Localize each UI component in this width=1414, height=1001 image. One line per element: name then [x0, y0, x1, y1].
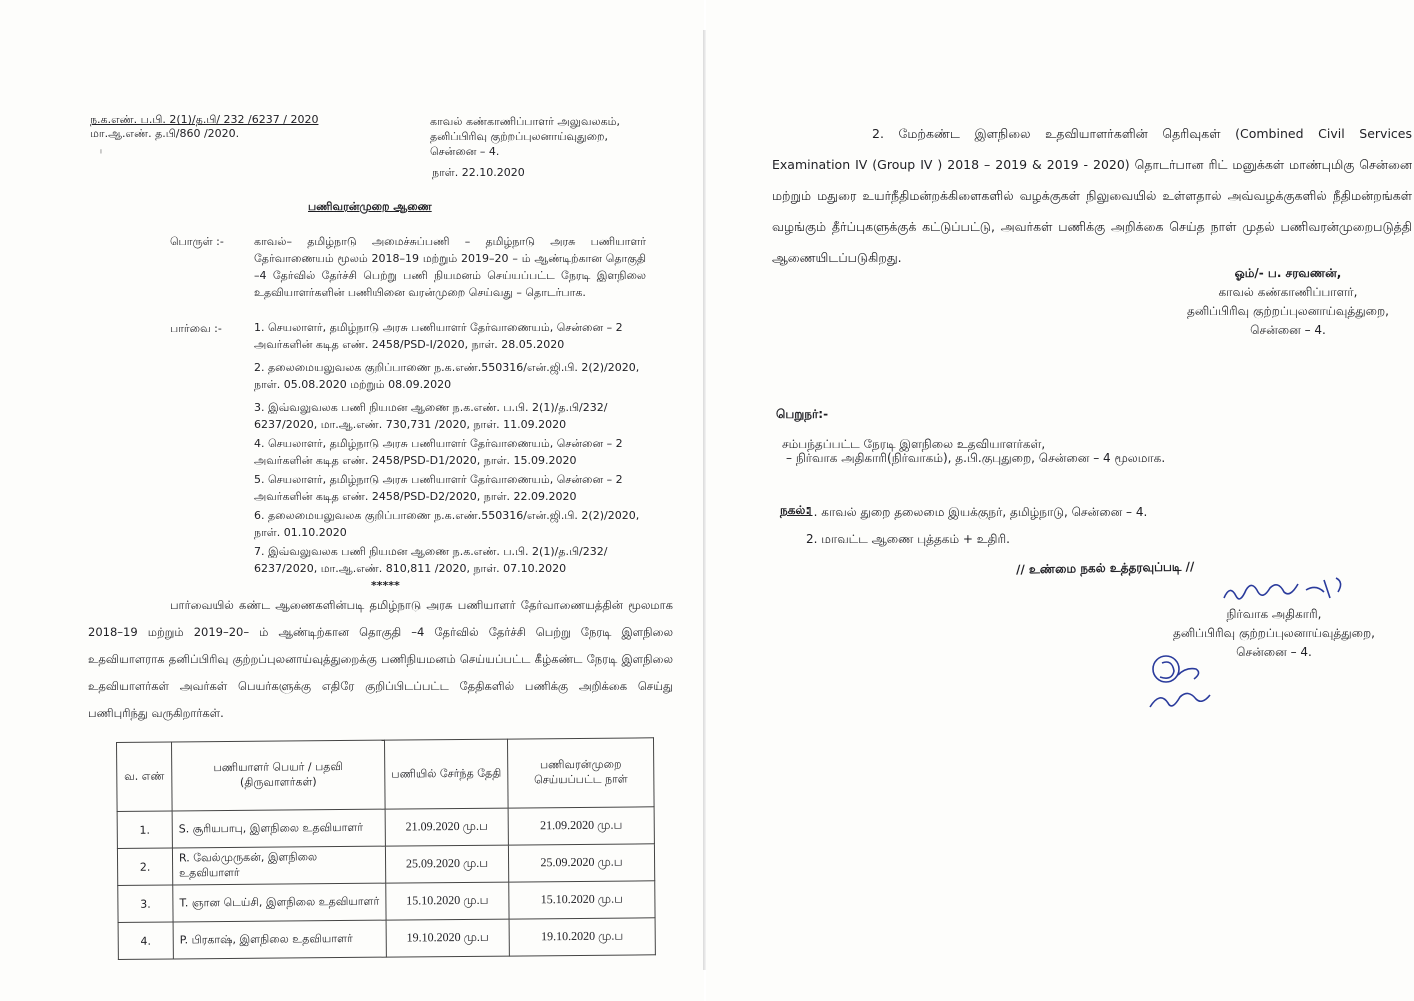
reference-item: 6. தலைமையலுவலக குறிப்பாணை ந.க.எண்.550316/என்.ஜி.பி. 2(2)/2020, நாள். 01.10.2020 — [254, 509, 640, 539]
signature-block-superintendent — [1168, 264, 1408, 340]
reference-item: 3. இவ்வலுவலக பணி நியமன ஆணை ந.க.எண். ப.பி. 2(1)/த.பி/232/ 6237/2020, மா.ஆ.எண். 730,731 /2020, நாள். 11.09.2020 — [254, 401, 608, 431]
serial-cell: 2. — [117, 848, 172, 885]
office-address — [430, 114, 620, 159]
order-book-number: மா.ஆ.எண். த.பி/860 /2020. — [90, 127, 240, 140]
reference-number: ந.க.எண். ப.பி. 2(1)/த.பி/ 232 /6237 / 2020 — [90, 113, 319, 126]
joining-date-cell: 21.09.2020 மு.ப — [385, 808, 508, 846]
office-line: காவல் கண்காணிப்பாளர் அலுவலகம், — [430, 115, 621, 128]
column-header: பணிவரன்முறை செய்யப்பட்ட நாள் — [507, 738, 654, 808]
left-page — [0, 0, 704, 1001]
table-row — [117, 844, 654, 886]
regularisation-date-cell: 25.09.2020 மு.ப — [508, 844, 654, 882]
reference-item: 1. செயலாளர், தமிழ்நாடு அரசு பணியாளர் தேர்வாணையம், சென்னை – 2 அவர்களின் கடித எண். 2458/PSD-I/2020, நாள். 28.05.2020 — [254, 321, 623, 351]
signatory-line: காவல் கண்காணிப்பாளர், — [1218, 285, 1358, 299]
office-line: தனிப்பிரிவு குற்றப்புலனாய்வுதுறை, — [430, 130, 608, 143]
serial-cell: 1. — [117, 811, 172, 848]
initials-stamp — [1142, 645, 1242, 725]
regularisation-date-cell: 15.10.2020 மு.ப — [509, 881, 655, 919]
signatory-line: நிர்வாக அதிகாரி, — [1226, 607, 1322, 621]
column-header: வ. எண் — [117, 742, 173, 811]
recipient-line: – நிர்வாக அதிகாரி(நிர்வாகம்), த.பி.குபுதுறை, சென்னை – 4 மூலமாக. — [786, 451, 1166, 465]
order-date: நாள். 22.10.2020 — [432, 166, 525, 179]
reference-item: 5. செயலாளர், தமிழ்நாடு அரசு பணியாளர் தேர்வாணையம், சென்னை – 2 அவர்களின் கடித எண். 2458/PSD-D2/2020, நாள். 22.09.2020 — [254, 473, 623, 503]
copy-item: 1. காவல் துறை தலைமை இயக்குநர், தமிழ்நாடு, சென்னை – 4. — [806, 505, 1148, 519]
recipient-line: சம்பந்தப்பட்ட நேரடி இளநிலை உதவியாளர்கள், — [782, 437, 1046, 451]
staff-table — [116, 737, 656, 960]
signatory-line: சென்னை – 4. — [1250, 323, 1326, 337]
recipient-label: பெறுநர்:- — [776, 407, 829, 421]
reference-item: 4. செயலாளர், தமிழ்நாடு அரசு பணியாளர் தேர்வாணையம், சென்னை – 2 அவர்களின் கடித எண். 2458/PSD-D1/2020, நாள். 15.09.2020 — [254, 437, 623, 467]
table-row — [118, 881, 655, 923]
signatory-line: தனிப்பிரிவு குற்றப்புலனாய்வுத்துறை, — [1173, 626, 1375, 640]
column-header: பணியில் சேர்ந்த தேதி — [384, 739, 508, 809]
name-cell: S. சூரியபாபு, இளநிலை உதவியாளர் — [172, 809, 385, 848]
name-cell: P. பிரகாஷ், இளநிலை உதவியாளர் — [173, 920, 386, 959]
true-copy-note: // உண்மை நகல் உத்தரவுப்படி // — [1015, 559, 1195, 577]
signatory-name: ஓம்/- ப. சரவணன், — [1234, 266, 1342, 280]
joining-date-cell: 15.10.2020 மு.ப — [386, 882, 509, 920]
joining-date-cell: 25.09.2020 மு.ப — [385, 845, 508, 883]
subject-label: பொருள் :- — [170, 235, 224, 248]
name-cell: T. ஞான டெய்சி, இளநிலை உதவியாளர் — [173, 883, 386, 922]
reference-item: 2. தலைமையலுவலக குறிப்பாணை ந.க.எண்.550316/என்.ஜி.பி. 2(2)/2020, நாள். 05.08.2020 மற்றும் 08.09.2020 — [254, 361, 640, 391]
copy-item: 2. மாவட்ட ஆணை புத்தகம் + உதிரி. — [806, 532, 1010, 546]
reference-list — [254, 319, 652, 579]
subject-text: காவல்– தமிழ்நாடு அமைச்சுப்பணி – தமிழ்நாடு அரசு பணியாளர் தேர்வாணையம் மூலம் 2018–19 மற்றும் 2019–20 – ம் ஆண்டிற்கான தொகுதி –4 தேர்வில் தேர்ச்சி பெற்று பணி நியமனம் செய்யப்பட்ட நேரடி இளநிலை உதவியாளர்களின் பணியினை வரன்முறை செய்வது – தொடர்பாக. — [254, 235, 646, 299]
signatory-line: சென்னை – 4. — [1236, 645, 1312, 659]
serial-cell: 3. — [118, 885, 173, 922]
joining-date-cell: 19.10.2020 மு.ப — [386, 919, 509, 957]
subject-block — [170, 233, 650, 323]
right-page — [706, 0, 1414, 1001]
copy-label: நகல்: — [780, 503, 811, 517]
signatory-line: தனிப்பிரிவு குற்றப்புலனாய்வுத்துறை, — [1187, 304, 1389, 318]
column-header: பணியாளர் பெயர் / பதவி (திருவாளர்கள்) — [172, 740, 386, 811]
serial-cell: 4. — [118, 922, 173, 959]
order-title: பணிவரன்முறை ஆணை — [308, 200, 432, 213]
table-row — [117, 807, 654, 849]
regularisation-date-cell: 21.09.2020 மு.ப — [508, 807, 654, 845]
office-line: சென்னை – 4. — [430, 145, 500, 158]
regularisation-date-cell: 19.10.2020 மு.ப — [509, 918, 655, 956]
separator-stars: ***** — [371, 579, 400, 592]
body-paragraph: பார்வையில் கண்ட ஆணைகளின்படி தமிழ்நாடு அரசு பணியாளர் தேர்வாணையத்தின் மூலமாக 2018–19 மற்றும் 2019–20– ம் ஆண்டிற்கான தொகுதி –4 தேர்வில் தேர்ச்சி பெற்று நேரடி இளநிலை உதவியாளராக தனிப்பிரிவு குற்றப்புலனாய்வுத்துறைக்கு பணிநியமனம் செய்யப்பட்ட கீழ்கண்ட நேரடி இளநிலை உதவியாளர்கள் அவர்கள் பெயர்களுக்கு எதிரே குறிப்பிடப்பட்ட தேதிகளில் பணிக்கு அறிக்கை செய்து பணிபுரிந்து வருகிறார்கள். — [88, 598, 673, 720]
reference-item: 7. இவ்வலுவலக பணி நியமன ஆணை ந.க.எண். ப.பி. 2(1)/த.பி/232/ 6237/2020, மா.ஆ.எண். 810,811 /2020, நாள். 07.10.2020 — [254, 545, 608, 575]
handwritten-signature — [1220, 570, 1380, 610]
table-row — [118, 918, 655, 960]
table-header-row — [117, 738, 655, 812]
continuation-paragraph: 2. மேற்கண்ட இளநிலை உதவியாளர்களின் தெரிவுகள் (Combined Civil Services Examination IV (Group IV ) 2018 – 2019 & 2019 - 2020) தொடர்பான ரிட் மனுக்கள் மாண்புமிகு சென்னை மற்றும் மதுரை உயர்நீதிமன்றக்கிளைகளில் வழக்குகள் நிலுவையில் உள்ளதால் அவ்வழக்குகளில் நீதிமன்றங்கள் வழங்கும் தீர்ப்புகளுக்குக் கட்டுப்பட்டு, அவர்கள் பணிக்கு அறிக்கை செய்த நாள் முதல் பணிவரன்முறைபடுத்தி ஆணையிடப்படுகிறது. — [772, 126, 1412, 265]
tick-mark: ⁱ — [100, 147, 102, 160]
name-cell: R. வேல்முருகன், இளநிலை உதவியாளர் — [172, 846, 385, 885]
reference-label: பார்வை :- — [170, 322, 222, 335]
